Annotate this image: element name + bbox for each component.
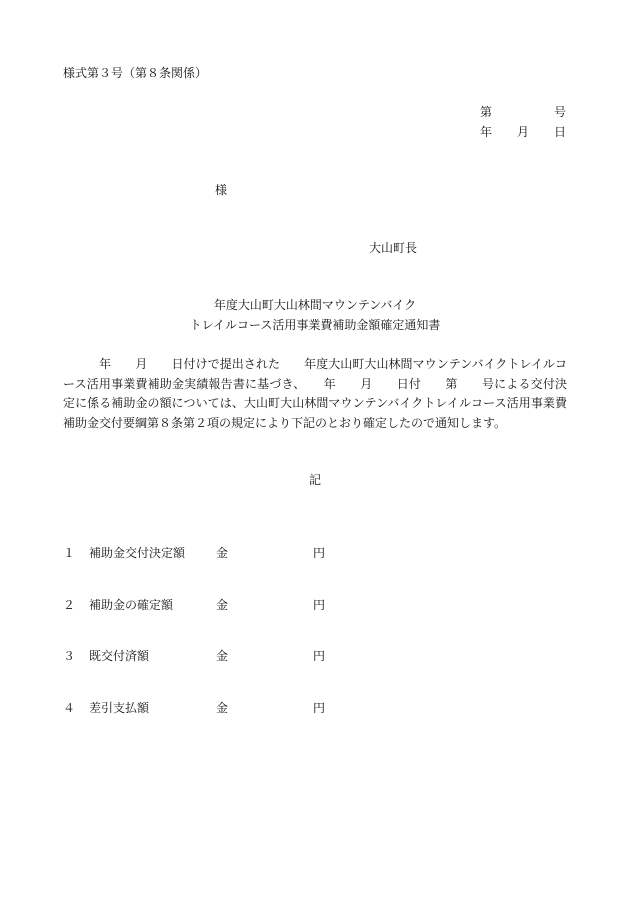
- item-kin: 金: [216, 649, 229, 664]
- date-day: 日: [553, 125, 566, 139]
- document-number: [480, 104, 566, 120]
- list-item: [63, 596, 363, 616]
- document-title-line-2: トレイルコース活用事業費補助金額確定通知書: [189, 318, 441, 332]
- list-item: [63, 544, 363, 564]
- document-title-line-1: 年度大山町大山林間マウンテンバイク: [213, 298, 417, 312]
- item-number: ３: [63, 649, 76, 664]
- form-number: 様式第３号（第８条関係）: [63, 66, 208, 80]
- item-label: 差引支払額: [89, 700, 150, 715]
- doc-number-prefix: 第: [480, 105, 493, 119]
- item-label: 既交付済額: [89, 649, 150, 664]
- item-kin: 金: [216, 700, 229, 715]
- record-heading: 記: [308, 473, 321, 487]
- item-yen: 円: [313, 597, 326, 612]
- date-month: 月: [516, 125, 529, 139]
- item-number: ２: [63, 597, 76, 612]
- amount-list: [63, 512, 363, 734]
- doc-number-suffix: 号: [553, 105, 566, 119]
- item-yen: 円: [313, 700, 326, 715]
- issuer: 大山町長: [369, 241, 418, 255]
- item-label: 補助金交付決定額: [89, 546, 186, 560]
- item-kin: 金: [216, 546, 229, 560]
- body-paragraph: 年 月 日付けで提出された 年度大山町大山林間マウンテンバイクトレイルコース活用事業費補助金実績報告書に基づき、 年 月 日付 第 号による交付決定に係る補助金の額については、大山町大山林間マウンテンバイクトレイルコース活用事業費補助金交付要綱第８条第２項の規定により下記のとおり確定したので通知します。: [63, 357, 567, 431]
- item-kin: 金: [216, 597, 229, 612]
- list-item: [63, 699, 363, 719]
- list-item: [63, 647, 363, 667]
- date-year: 年: [480, 125, 493, 139]
- item-yen: 円: [313, 649, 326, 664]
- addressee: 様: [215, 183, 228, 197]
- item-label: 補助金の確定額: [89, 597, 174, 612]
- item-yen: 円: [313, 546, 326, 560]
- item-number: ４: [63, 700, 76, 715]
- item-number: １: [63, 546, 76, 560]
- document-date: [480, 124, 566, 140]
